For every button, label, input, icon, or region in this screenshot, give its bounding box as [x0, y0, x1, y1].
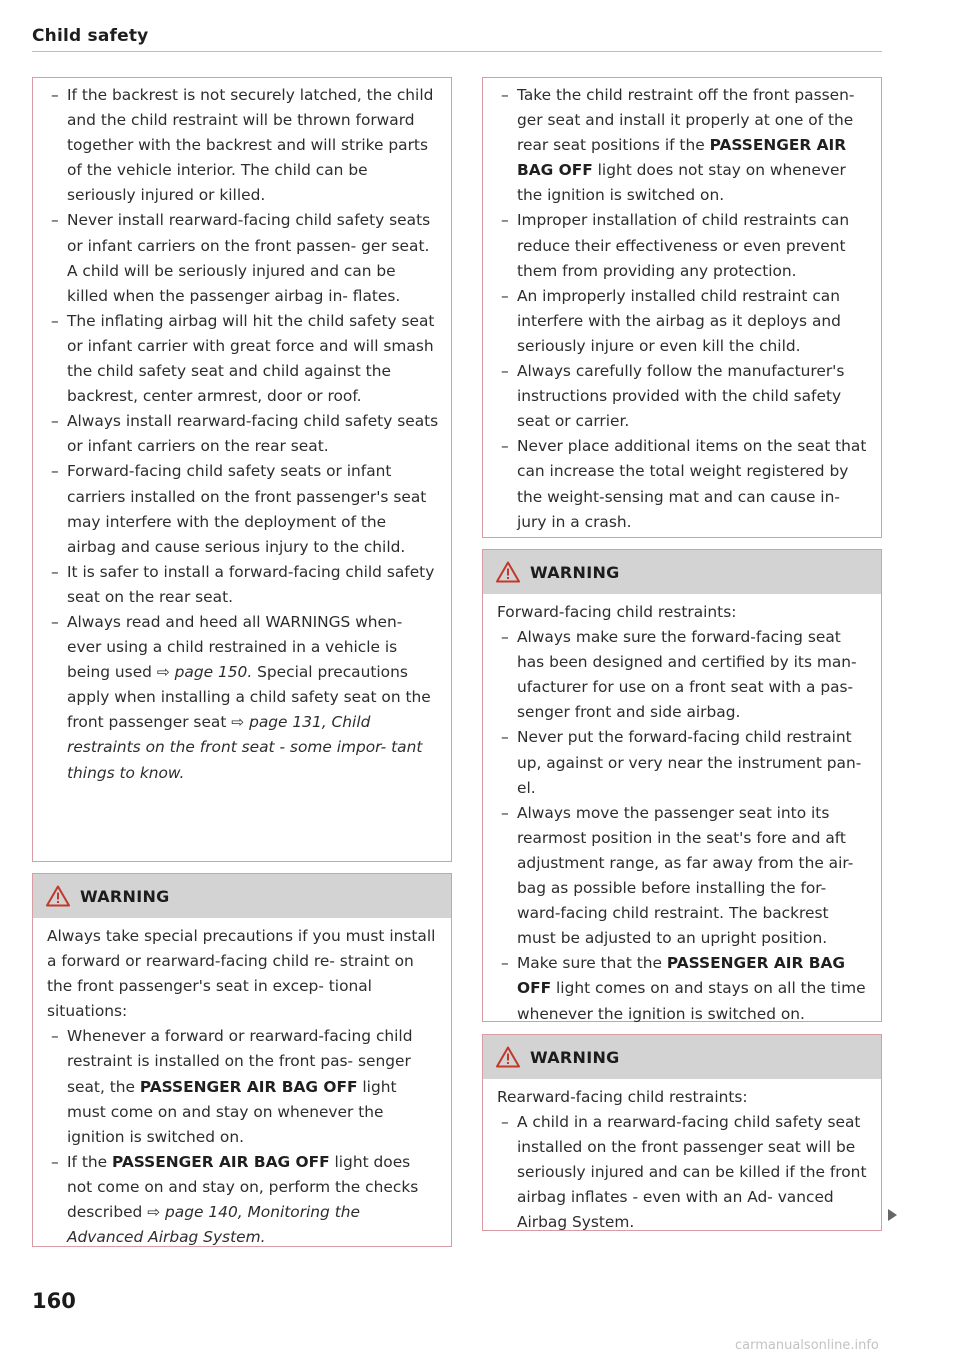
warning-header [483, 1035, 881, 1079]
page-number: 160 [32, 1289, 76, 1313]
list-item: – Whenever a forward or rearward-facing child restraint is installed on the front pas- senger seat, the PASSENGER AIR BAG OFF light must come on and stay on whenever the ignition is switched on. [47, 1024, 439, 1149]
list-item: – If the PASSENGER AIR BAG OFF light does not come on and stay on, perform the checks described ⇨ page 140, Monitoring the Advanced Airbag System. [47, 1150, 439, 1250]
warning-box-special-precautions [32, 873, 452, 1247]
warning-title: WARNING [530, 1047, 620, 1067]
right-notice-list [497, 83, 869, 535]
warning-triangle-icon [496, 1046, 520, 1068]
list-item: – Never install rearward-facing child safety seats or infant carriers on the front passen- ger seat. A child will be seriously injured and can be killed when the passenger airbag in- flates. [47, 208, 439, 308]
warning-triangle-icon [46, 885, 70, 907]
list-item: – Take the child restraint off the front passen- ger seat and install it properly at one of the rear seat positions if the PASSENGER AIR BAG OFF light does not stay on whenever the ignition is switched on. [497, 83, 869, 208]
left-notice-list [47, 83, 439, 786]
page-header-title: Child safety [32, 26, 149, 46]
left-notice-box [32, 77, 452, 862]
header-divider [32, 51, 882, 52]
warning-box-forward-facing [482, 549, 882, 1022]
list-item: – Always install rearward-facing child safety seats or infant carriers on the rear seat. [47, 409, 439, 459]
list-item: – Always move the passenger seat into its rearmost position in the seat's fore and aft adjustment range, as far away from the air- bag as possible before installing the for- ward-facing child restraint. The backrest must be adjusted to an upright position. [497, 801, 869, 952]
warning-intro: Always take special precautions if you must install a forward or rearward-facing child re- straint on the front passenger's seat in excep- tional situations: [47, 927, 436, 1021]
list-item: – Always carefully follow the manufacturer's instructions provided with the child safety seat or carrier. [497, 359, 869, 434]
warning-list [47, 1024, 439, 1250]
warning-list [497, 1110, 869, 1235]
warning-list [497, 625, 869, 1027]
list-item: – An improperly installed child restraint can interfere with the airbag as it deploys and seriously injure or even kill the child. [497, 284, 869, 359]
list-item: – Always make sure the forward-facing seat has been designed and certified by its man- ufacturer for use on a front seat with a pas- senger front and side airbag. [497, 625, 869, 725]
list-item: – Never put the forward-facing child restraint up, against or very near the instrument pan- el. [497, 725, 869, 800]
list-item: – Always read and heed all WARNINGS when- ever using a child restrained in a vehicle is being used ⇨ page 150. Special precautions apply when installing a child safety seat on the front passenger seat ⇨ page 131, Child restraints on the front seat - some impor- tant things to know. [47, 610, 439, 786]
page-reference-link[interactable]: ⇨ page 131, Child restraints on the front seat - some impor- tant things to know. [67, 713, 423, 782]
warning-intro: Forward-facing child restraints: [497, 603, 737, 621]
warning-title: WARNING [530, 562, 620, 582]
list-item: – It is safer to install a forward-facing child safety seat on the rear seat. [47, 560, 439, 610]
warning-intro: Rearward-facing child restraints: [497, 1088, 748, 1106]
warning-header [483, 550, 881, 594]
warning-box-rearward-facing [482, 1034, 882, 1231]
warning-triangle-icon [496, 561, 520, 583]
continue-arrow-icon [888, 1209, 897, 1221]
right-notice-box [482, 77, 882, 538]
watermark: carmanualsonline.info [735, 1338, 879, 1353]
warning-header [33, 874, 451, 918]
list-item: – A child in a rearward-facing child safety seat installed on the front passenger seat will be seriously injured and can be killed if the front airbag inflates - even with an Ad- vanced Airbag System. [497, 1110, 869, 1235]
page-reference-link[interactable]: ⇨ page 140, Monitoring the Advanced Airbag System. [67, 1203, 360, 1247]
list-item: – If the backrest is not securely latched, the child and the child restraint will be thrown forward together with the backrest and will strike parts of the vehicle interior. The child can be seriously injured or killed. [47, 83, 439, 208]
list-item: – Forward-facing child safety seats or infant carriers installed on the front passenger's seat may interfere with the deployment of the airbag and cause serious injury to the child. [47, 459, 439, 559]
list-item: – Never place additional items on the seat that can increase the total weight registered by the weight-sensing mat and can cause in- jury in a crash. [497, 434, 869, 534]
list-item: – Make sure that the PASSENGER AIR BAG OFF light comes on and stays on all the time whenever the ignition is switched on. [497, 951, 869, 1026]
page-reference-link[interactable]: ⇨ page 150. [156, 663, 253, 682]
list-item: – Improper installation of child restraints can reduce their effectiveness or even prevent them from providing any protection. [497, 208, 869, 283]
warning-title: WARNING [80, 886, 170, 906]
list-item: – The inflating airbag will hit the child safety seat or infant carrier with great force and will smash the child safety seat and child against the backrest, center armrest, door or roof. [47, 309, 439, 409]
